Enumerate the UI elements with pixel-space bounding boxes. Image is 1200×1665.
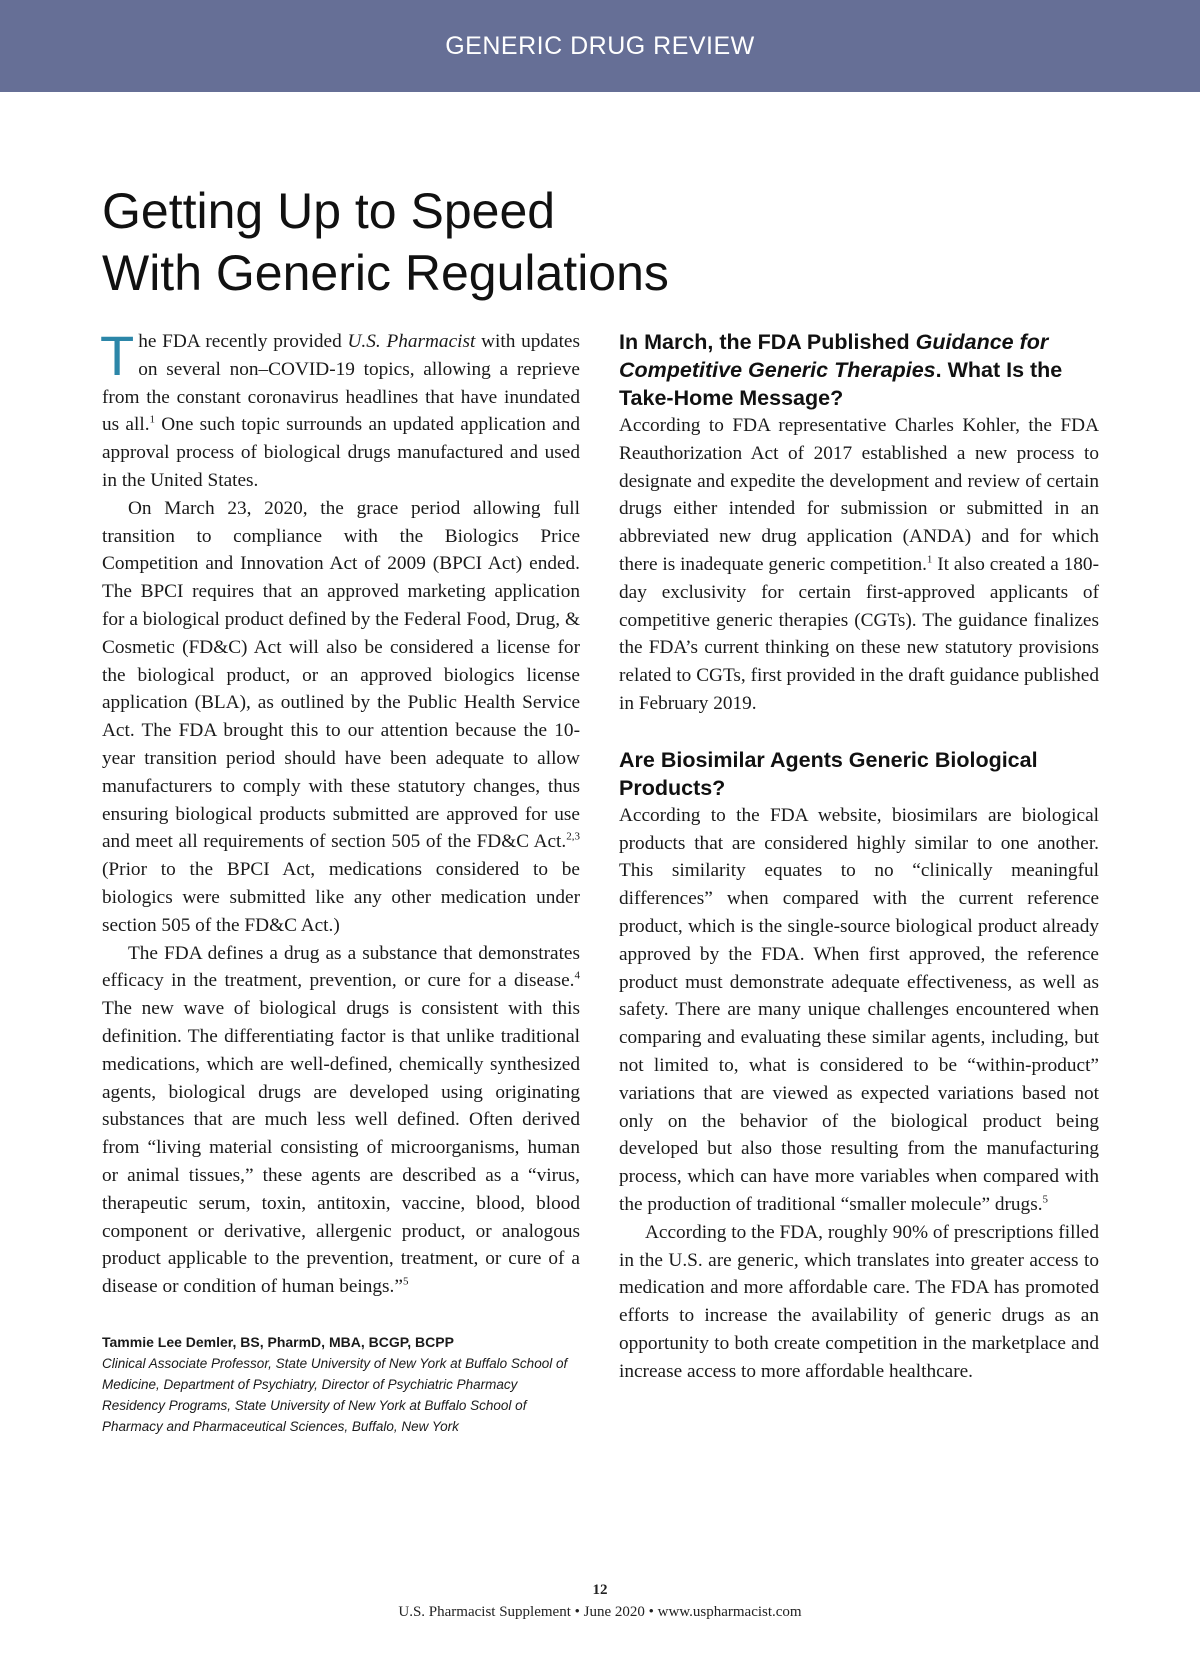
citation-ref: 4: [574, 969, 580, 982]
author-name: Tammie Lee Demler, BS, PharmD, MBA, BCGP, BCPP: [102, 1333, 454, 1350]
right-column: [619, 328, 1099, 1386]
left-column: [100, 324, 580, 1437]
section-label: GENERIC DRUG REVIEW: [445, 31, 755, 60]
guidance-title: Guidance for Competitive Generic Therapies: [619, 330, 1049, 382]
author-block: [102, 1331, 580, 1437]
section-heading: Are Biosimilar Agents Generic Biological Products?: [619, 747, 1038, 800]
citation-ref: 1: [926, 553, 933, 566]
citation-ref: 1: [149, 413, 156, 426]
article-title-line-2: With Generic Regulations: [102, 245, 669, 301]
body-paragraph: On March 23, 2020, the grace period allowing full transition to compliance with the Biologics Price Competition and Innovation Act of 2009 (BPCI Act) ended. The BPCI requires that an approved marketing application for a biological product defined by the Federal Food, Drug, & Cosmetic (FD&C) Act will also be considered a license for the biological product, or an approved biologics license application (BLA), as outlined by the Public Health Service Act. The FDA brought this to our attention because the 10-year transition period should have been adequate to allow manufacturers to comply with these statutory changes, thus ensuring biological products submitted are approved for use and meet all requirements of section 505 of the FD&C Act.$^{2,3}$ (Prior to the BPCI Act, medications considered to be biologics were submitted like any other medication under section 505 of the FD&C Act.): [102, 497, 580, 936]
author-affiliation: Clinical Associate Professor, State University of New York at Buffalo School of Medicine, Department of Psychiatry, Director of Psychiatric Pharmacy Residency Programs, State University of New York at Buffalo School of Pharmacy and Pharmaceutical Sciences, Buffalo, New York: [102, 1355, 568, 1434]
publication-name: U.S. Pharmacist: [347, 331, 476, 352]
section-heading: In March, the FDA Published Guidance for Competitive Generic Therapies. What Is the Take-Home Message?: [619, 330, 1063, 410]
page-number: 12: [592, 1582, 608, 1598]
footer-line: U.S. Pharmacist Supplement • June 2020 • www.uspharmacist.com: [398, 1604, 802, 1620]
body-paragraph: The FDA defines a drug as a substance that demonstrates efficacy in the treatment, prevention, or cure for a disease.$^4$ The new wave of biological drugs is consistent with this definition. The differentiating factor is that unlike traditional medications, which are well-defined, chemically synthesized agents, biological drugs are developed using originating substances that are much less well defined. Often derived from “living material consisting of microorganisms, human or animal tissues,” these agents are described as a “virus, therapeutic serum, toxin, antitoxin, vaccine, blood, blood component or derivative, allergenic product, or analogous product applicable to the prevention, treatment, or cure of a disease or condition of human beings.”$^5$: [102, 942, 580, 1298]
citation-ref: 5: [1042, 1193, 1049, 1206]
citation-ref: 5: [402, 1275, 409, 1288]
article-title-line-1: Getting Up to Speed: [102, 183, 556, 239]
section-banner: [0, 0, 1200, 92]
body-paragraph: According to FDA representative Charles Kohler, the FDA Reauthorization Act of 2017 established a new process to designate and expedite the development and review of certain drugs either intended for submission or submitted in an abbreviated new drug application (ANDA) and for which there is inadequate generic competition.$^1$ It also created a 180-day exclusivity for certain first-approved applicants of competitive generic therapies (CGTs). The guidance finalizes the FDA’s current thinking on these new statutory provisions related to CGTs, first provided in the draft guidance published in February 2019.: [619, 415, 1099, 714]
article-title: [102, 180, 669, 304]
drop-cap: T: [100, 324, 135, 387]
body-paragraph: According to the FDA website, biosimilars are biological products that are considered highly similar to one another. This similarity equates to no “clinically meaningful differences” when compared with the current reference product, which is the single-source biological product already approved by the FDA. When first approved, the reference product must demonstrate adequate effectiveness, as well as safety. There are many unique challenges encountered when comparing and evaluating these similar agents, including, but not limited to, what is considered to be “within-product” variations that are viewed as expected variations based not only on the behavior of the biological product being developed but also those resulting from the manufacturing process, which can have more variables when compared with the production of traditional “smaller molecule” drugs.$^5$: [619, 804, 1099, 1215]
body-paragraph: According to the FDA, roughly 90% of prescriptions filled in the U.S. are generic, which translates into greater access to medication and more affordable care. The FDA has promoted efforts to increase the availability of generic drugs as an opportunity to both create competition in the marketplace and increase access to more affordable healthcare.: [619, 1221, 1099, 1382]
intro-paragraph: The FDA recently provided U.S. Pharmacist with updates on several non–COVID-19 topics, allowing a reprieve from the constant coronavirus headlines that have inundated us all.$^1$ One such topic surrounds an updated application and approval process of biological drugs manufactured and used in the United States.: [100, 324, 580, 491]
citation-ref: 2,3: [566, 830, 580, 843]
